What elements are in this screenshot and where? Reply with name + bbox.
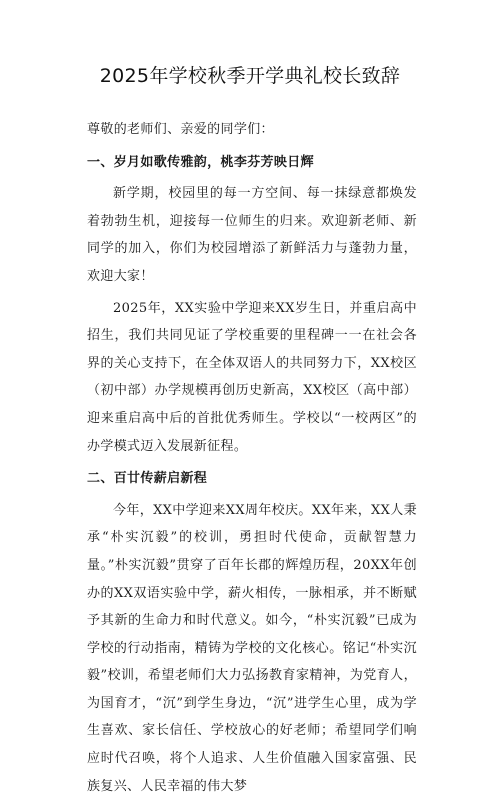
paragraph: 2025年，XX实验中学迎来XX岁生日，并重启高中招生，我们共同见证了学校重要的里程碑一一在社会各界的关心支持下，在全体双语人的共同努力下，XX校区（初中部）办学规模再创历史新高，XX校区（高中部）迎来重启高中后的首批优秀师生。学校以“一校两区”的办学模式迈入发展新征程。 <box>87 300 417 454</box>
document-body <box>87 116 417 800</box>
paragraph: 新学期，校园里的每一方空间、每一抹绿意都焕发着勃勃生机，迎接每一位师生的归来。欢迎新老师、新同学的加入，你们为校园增添了新鲜活力与蓬勃力量，欢迎大家！ <box>87 186 417 284</box>
page-title: 2025年学校秋季开学典礼校长致辞 <box>99 65 401 87</box>
section-heading: 一、岁月如歌传雅韵，桃李芬芳映日辉 <box>87 154 314 170</box>
salutation: 尊敬的老师们、亲爱的同学们： <box>87 122 274 137</box>
section-heading: 二、百廿传薪启新程 <box>87 471 208 487</box>
paragraph: 今年，XX中学迎来XX周年校庆。XX年来，XX人秉承“朴实沉毅”的校训，勇担时代使命，贡献智慧力量。”朴实沉毅”贯穿了百年长郡的辉煌历程，20XX年创办的XX双语实验中学，薪火相传，一脉相承，并不断赋予其新的生命力和时代意义。如今，“朴实沉毅”已成为学校的行动指南，精铸为学校的文化核心。铭记“朴实沉毅”校训，希望老师们大力弘扬教育家精神，为党育人，为国育才，“沉”到学生身边，“沉”进学生心里，成为学生喜欢、家长信任、学校放心的好老师；希望同学们响应时代召唤，将个人追求、人生价值融入国家富强、民族复兴、人民幸福的伟大梦 <box>87 502 417 794</box>
